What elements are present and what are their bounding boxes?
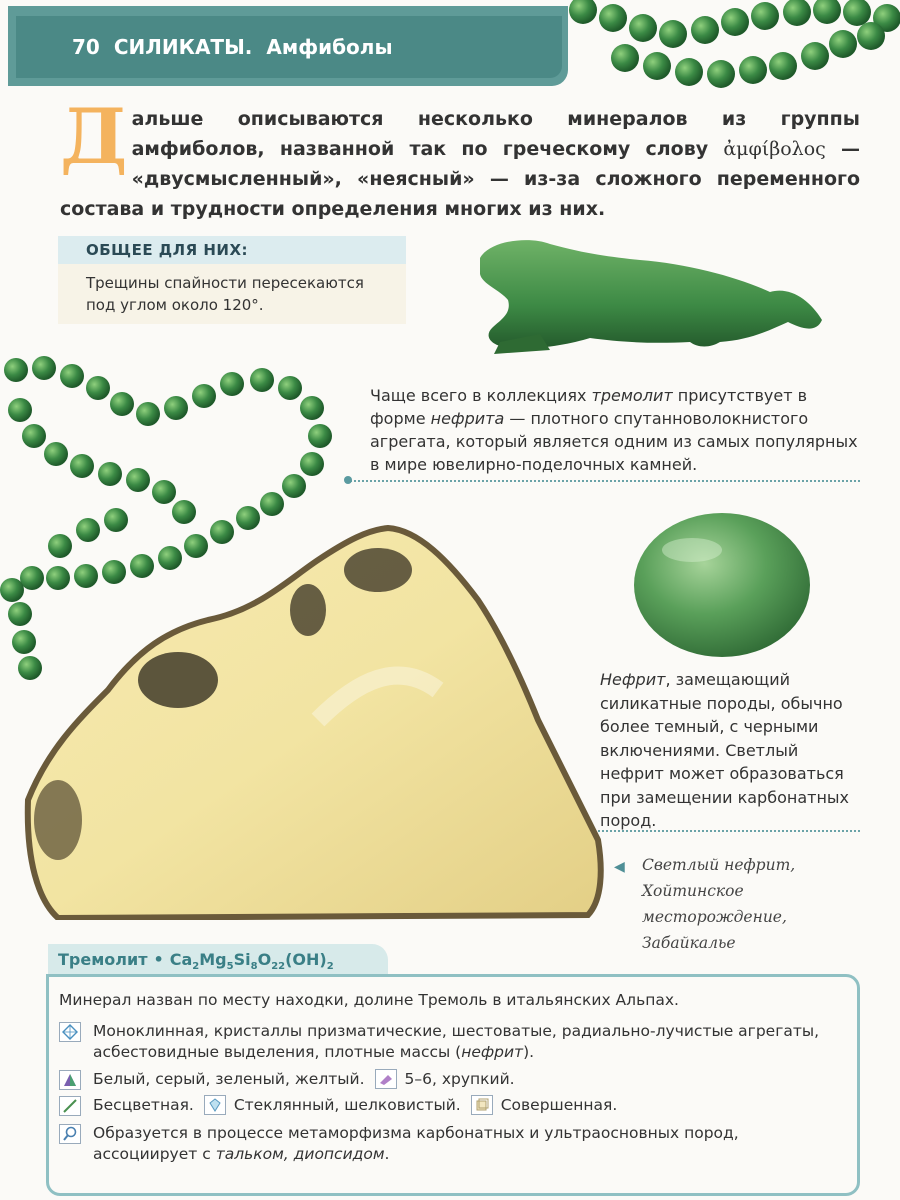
nephrite-dark-caption	[600, 668, 860, 833]
jade-tiger-figurine-image	[470, 230, 830, 360]
greek-word: ἀμφίβολος	[723, 138, 826, 160]
hardness-icon	[375, 1069, 397, 1089]
hand-caption-line: Светлый нефрит,	[642, 856, 796, 874]
cleavage-text: Совершенная.	[500, 1096, 618, 1114]
header-inner	[16, 16, 562, 78]
common-text	[58, 264, 398, 316]
header-bar	[8, 6, 568, 86]
streak-icon	[59, 1096, 81, 1116]
luster-text: Стеклянный, шелковистый.	[233, 1096, 461, 1114]
crystal-system-text: Моноклинная, кристаллы призматические, шестоватые, радиально-лучистые агрегаты, асбестовидные выделения, плотные массы (нефрит).	[93, 1022, 820, 1061]
mineral-name: Тремолит	[58, 950, 148, 969]
cleavage-icon	[471, 1095, 493, 1115]
luster-icon	[204, 1095, 226, 1115]
caption-text: присутствует в форме	[370, 386, 808, 428]
caption-text: — плотного спутанноволокнистого агрегата, который является одним из самых популярных в мире ювелирно-поделочных камней.	[370, 409, 858, 474]
light-nephrite-slab-image	[18, 520, 608, 920]
common-text-line: под углом около 120°.	[86, 296, 264, 314]
caption-dotted-line	[350, 480, 860, 482]
intro-text-2: — «двусмысленный», «неясный» — из-за сложного переменного состава и трудности определения многих из них.	[60, 138, 860, 220]
jade-beads-top-image	[565, 0, 900, 90]
caption-italic: тремолит	[591, 386, 673, 405]
origin-icon	[59, 1124, 81, 1144]
streak-text: Бесцветная.	[93, 1096, 194, 1114]
intro-paragraph	[60, 92, 860, 224]
tremolite-heading-tab	[48, 944, 388, 976]
caption-text: , замещающий силикатные породы, обычно более темный, с черными включениями. Светлый нефрит может образоваться при замещении карбонатных пород.	[600, 670, 850, 830]
bullet: •	[153, 950, 164, 969]
dropcap-letter: Д	[60, 92, 128, 181]
chemical-formula: $Ca_2Mg_5Si_8O_{22}(OH)_2$	[169, 950, 334, 973]
caption-text: Чаще всего в коллекциях	[370, 386, 592, 405]
common-text-line: Трещины спайности пересекаются	[86, 274, 364, 292]
common-heading: ОБЩЕЕ ДЛЯ НИХ:	[58, 236, 406, 264]
page-number: 70	[72, 35, 100, 59]
origin-row	[59, 1123, 839, 1165]
crystal-system-icon	[59, 1022, 81, 1042]
crystal-system-row	[59, 1021, 839, 1063]
color-hardness-row	[59, 1069, 515, 1090]
tremolite-name-origin: Минерал назван по месту находки, долине Тремоль в итальянских Альпах.	[59, 991, 679, 1009]
color-text: Белый, серый, зеленый, желтый.	[93, 1070, 365, 1088]
chapter-subtitle: Амфиболы	[266, 35, 393, 59]
specimen-handwritten-caption	[614, 852, 890, 956]
hand-caption-line: Забайкалье	[642, 934, 736, 952]
color-icon	[59, 1070, 81, 1090]
streak-luster-cleavage-row	[59, 1095, 617, 1116]
tremolite-properties-box	[46, 974, 860, 1196]
hardness-text: 5–6, хрупкий.	[404, 1070, 515, 1088]
hand-caption-line: Хойтинское месторождение,	[642, 882, 787, 926]
nephrite-cabochon-image	[632, 510, 812, 660]
intro-text-1: альше описываются несколько минералов из группы амфиболов, названной так по греческому слову	[131, 108, 860, 160]
chapter-title: СИЛИКАТЫ.	[113, 35, 253, 59]
caption-italic: Нефрит	[600, 670, 666, 689]
caption-pointer-dot	[344, 476, 352, 484]
caption-dotted-line	[586, 830, 860, 832]
tremolite-nephrite-caption	[370, 384, 860, 476]
left-arrow-icon: ◀	[614, 859, 625, 875]
origin-text: Образуется в процессе метаморфизма карбонатных и ультраосновных пород, ассоциирует с тальком, диопсидом.	[93, 1124, 739, 1163]
common-properties-box	[58, 236, 406, 324]
caption-italic: нефрита	[430, 409, 505, 428]
